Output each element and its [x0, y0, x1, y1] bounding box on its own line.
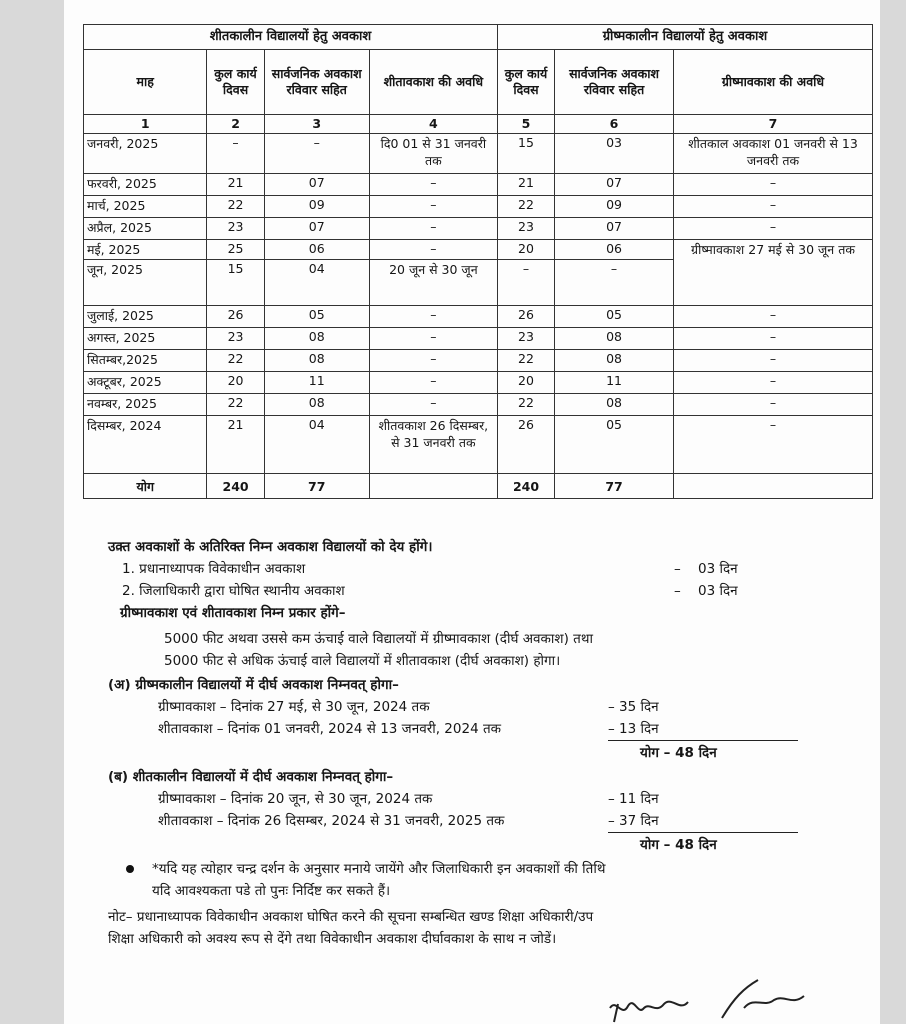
cell-public-holidays-winter: 06 — [264, 240, 369, 260]
cell-summer-vacation-period: शीतकाल अवकाश 01 जनवरी से 13 जनवरी तक — [673, 134, 872, 174]
cell-month: अगस्त, 2025 — [84, 328, 207, 350]
cell-public-holidays-winter: 07 — [264, 218, 369, 240]
header-month: माह — [84, 50, 207, 115]
cell-working-days-winter: 15 — [207, 260, 264, 306]
cell-public-holidays-summer: 03 — [555, 134, 674, 174]
cell-winter-vacation-period: – — [369, 372, 497, 394]
header-public-holidays-winter: सार्वजनिक अवकाश रविवार सहित — [264, 50, 369, 115]
cell-working-days-winter: – — [207, 134, 264, 174]
cell-working-days-winter: 22 — [207, 350, 264, 372]
cell-summer-vacation-period: – — [673, 416, 872, 474]
cell-summer-vacation-period: – — [673, 350, 872, 372]
section-b-total-row — [108, 832, 808, 856]
paragraph-line-2: 5000 फीट से अधिक ऊंचाई वाले विद्यालयों में शीतावकाश (दीर्घ अवकाश) होगा। — [164, 653, 561, 669]
cell-working-days-winter: 22 — [207, 394, 264, 416]
cell-public-holidays-winter: 04 — [264, 416, 369, 474]
cell-working-days-winter: 25 — [207, 240, 264, 260]
item-2-value: 03 दिन — [698, 583, 738, 599]
col-number: 3 — [264, 115, 369, 134]
cell-working-days-summer: 20 — [497, 240, 554, 260]
cell-working-days-summer: 15 — [497, 134, 554, 174]
cell-working-days-winter: 21 — [207, 416, 264, 474]
note-line-2: शिक्षा अधिकारी को अवश्य रूप से देंगे तथा विवेकाधीन अवकाश दीर्घावकाश के साथ न जोडें। — [108, 931, 557, 947]
total-empty — [369, 474, 497, 499]
note-line-1: नोट– प्रधानाध्यापक विवेकाधीन अवकाश घोषित करने की सूचना सम्बन्धित खण्ड शिक्षा अधिकारी/उप — [108, 909, 594, 925]
cell-public-holidays-summer: – — [555, 260, 674, 306]
cell-summer-vacation-period: – — [673, 174, 872, 196]
cell-winter-vacation-period: – — [369, 350, 497, 372]
cell-working-days-winter: 23 — [207, 218, 264, 240]
cell-working-days-summer: 23 — [497, 218, 554, 240]
total-empty — [673, 474, 872, 499]
table-row — [84, 328, 873, 350]
header-working-days-summer: कुल कार्य दिवस — [497, 50, 554, 115]
column-number-row — [84, 115, 873, 134]
cell-winter-vacation-period: – — [369, 328, 497, 350]
holiday-calendar-table — [83, 24, 873, 499]
cell-working-days-summer: 22 — [497, 350, 554, 372]
bullet-line-2: यदि आवश्यकता पडे तो पुनः निर्दिष्ट कर सकते हैं। — [152, 883, 391, 899]
section-b-sum-line — [608, 832, 798, 833]
cell-public-holidays-summer: 07 — [555, 218, 674, 240]
section-a-line-1 — [158, 696, 808, 718]
section-a-line-2-value: – 13 दिन — [608, 721, 659, 737]
section-a-line-2 — [158, 718, 808, 740]
col-number: 4 — [369, 115, 497, 134]
header-public-holidays-summer: सार्वजनिक अवकाश रविवार सहित — [555, 50, 674, 115]
total-working-days-winter: 240 — [207, 474, 264, 499]
section-b-line-1-value: – 11 दिन — [608, 791, 659, 807]
cell-winter-vacation-period: – — [369, 174, 497, 196]
cell-winter-vacation-period: शीतवकाश 26 दिसम्बर, से 31 जनवरी तक — [369, 416, 497, 474]
total-public-holidays-winter: 77 — [264, 474, 369, 499]
cell-public-holidays-summer: 05 — [555, 416, 674, 474]
table-body — [84, 134, 873, 474]
cell-month: जनवरी, 2025 — [84, 134, 207, 174]
cell-month: जून, 2025 — [84, 260, 207, 306]
cell-working-days-summer: 22 — [497, 196, 554, 218]
col-number: 2 — [207, 115, 264, 134]
paragraph-line-1: 5000 फीट अथवा उससे कम ऊंचाई वाले विद्यालयों में ग्रीष्मावकाश (दीर्घ अवकाश) तथा — [164, 631, 593, 647]
cell-month: सितम्बर,2025 — [84, 350, 207, 372]
cell-month: दिसम्बर, 2024 — [84, 416, 207, 474]
section-b-line-2 — [158, 810, 808, 832]
table-row — [84, 134, 873, 174]
section-a-total-row — [108, 740, 808, 764]
section-a-sum-line — [608, 740, 798, 741]
cell-working-days-winter: 26 — [207, 306, 264, 328]
section-b-line-1-text: ग्रीष्मावकाश – दिनांक 20 जून, से 30 जून, 2024 तक — [158, 791, 433, 807]
section-b-line-1 — [158, 788, 808, 810]
cell-working-days-winter: 22 — [207, 196, 264, 218]
cell-month: जुलाई, 2025 — [84, 306, 207, 328]
group-header-row — [84, 25, 873, 50]
cell-winter-vacation-period: दि0 01 से 31 जनवरी तक — [369, 134, 497, 174]
item-1-value: 03 दिन — [698, 561, 738, 577]
cell-month: मई, 2025 — [84, 240, 207, 260]
item-2-dash: – — [674, 583, 681, 599]
cell-summer-vacation-period: – — [673, 394, 872, 416]
cell-public-holidays-summer: 07 — [555, 174, 674, 196]
table-row — [84, 218, 873, 240]
cell-winter-vacation-period: – — [369, 218, 497, 240]
cell-working-days-summer: – — [497, 260, 554, 306]
bullet-line-1: *यदि यह त्योहार चन्द्र दर्शन के अनुसार मनाये जायेंगे और जिलाधिकारी इन अवकाशों की तिथि — [152, 861, 606, 877]
cell-summer-vacation-period: – — [673, 372, 872, 394]
calendar-table — [83, 24, 873, 499]
cell-working-days-summer: 26 — [497, 416, 554, 474]
notes-section — [108, 536, 808, 950]
cell-public-holidays-summer: 08 — [555, 394, 674, 416]
total-row — [84, 474, 873, 499]
section-a-heading: (अ) ग्रीष्मकालीन विद्यालयों में दीर्घ अवकाश निम्नवत् होगा– — [108, 677, 399, 693]
cell-month: अप्रैल, 2025 — [84, 218, 207, 240]
cell-public-holidays-summer: 11 — [555, 372, 674, 394]
cell-working-days-summer: 22 — [497, 394, 554, 416]
header-winter-vacation-period: शीतावकाश की अवधि — [369, 50, 497, 115]
cell-working-days-summer: 20 — [497, 372, 554, 394]
cell-winter-vacation-period: – — [369, 394, 497, 416]
total-public-holidays-summer: 77 — [555, 474, 674, 499]
table-row — [84, 174, 873, 196]
document-page — [64, 0, 880, 1024]
bullet-note — [126, 858, 808, 880]
table-row — [84, 240, 873, 260]
winter-schools-header: शीतकालीन विद्यालयों हेतु अवकाश — [84, 25, 498, 50]
cell-public-holidays-winter: 04 — [264, 260, 369, 306]
item-1-dash: – — [674, 561, 681, 577]
cell-public-holidays-winter: 11 — [264, 372, 369, 394]
cell-public-holidays-summer: 09 — [555, 196, 674, 218]
cell-working-days-summer: 26 — [497, 306, 554, 328]
cell-month: अक्टूबर, 2025 — [84, 372, 207, 394]
cell-public-holidays-winter: 07 — [264, 174, 369, 196]
cell-public-holidays-winter: 09 — [264, 196, 369, 218]
cell-working-days-winter: 21 — [207, 174, 264, 196]
cell-public-holidays-winter: 05 — [264, 306, 369, 328]
bullet-icon — [126, 865, 134, 873]
cell-summer-vacation-period: – — [673, 196, 872, 218]
cell-working-days-winter: 23 — [207, 328, 264, 350]
cell-summer-vacation-period: – — [673, 218, 872, 240]
header-working-days-winter: कुल कार्य दिवस — [207, 50, 264, 115]
cell-public-holidays-winter: 08 — [264, 394, 369, 416]
col-number: 6 — [555, 115, 674, 134]
section-b-heading: (ब) शीतकालीन विद्यालयों में दीर्घ अवकाश निम्नवत् होगा– — [108, 769, 394, 785]
table-row — [84, 306, 873, 328]
col-number: 5 — [497, 115, 554, 134]
cell-public-holidays-summer: 06 — [555, 240, 674, 260]
cell-public-holidays-summer: 08 — [555, 350, 674, 372]
cell-summer-vacation-period: – — [673, 306, 872, 328]
header-summer-vacation-period: ग्रीष्मावकाश की अवधि — [673, 50, 872, 115]
cell-public-holidays-winter: 08 — [264, 328, 369, 350]
cell-winter-vacation-period: – — [369, 196, 497, 218]
section-a-line-1-text: ग्रीष्मावकाश – दिनांक 27 मई, से 30 जून, 2024 तक — [158, 699, 430, 715]
cell-summer-vacation-period: – — [673, 328, 872, 350]
cell-public-holidays-winter: – — [264, 134, 369, 174]
cell-winter-vacation-period: 20 जून से 30 जून — [369, 260, 497, 306]
section-b-line-2-text: शीतावकाश – दिनांक 26 दिसम्बर, 2024 से 31 जनवरी, 2025 तक — [158, 813, 505, 829]
cell-winter-vacation-period: – — [369, 306, 497, 328]
item-1-label: 1. प्रधानाध्यापक विवेकाधीन अवकाश — [122, 561, 306, 577]
table-row — [84, 372, 873, 394]
cell-month: मार्च, 2025 — [84, 196, 207, 218]
cell-month: फरवरी, 2025 — [84, 174, 207, 196]
item-2 — [122, 580, 808, 602]
table-row — [84, 394, 873, 416]
cell-public-holidays-summer: 05 — [555, 306, 674, 328]
cell-working-days-winter: 20 — [207, 372, 264, 394]
cell-summer-vacation-period: ग्रीष्मावकाश 27 मई से 30 जून तक — [673, 240, 872, 306]
summer-schools-header: ग्रीष्मकालीन विद्यालयों हेतु अवकाश — [497, 25, 872, 50]
section-a-line-1-value: – 35 दिन — [608, 699, 659, 715]
cell-working-days-summer: 21 — [497, 174, 554, 196]
col-number: 7 — [673, 115, 872, 134]
table-row — [84, 416, 873, 474]
column-header-row — [84, 50, 873, 115]
cell-working-days-summer: 23 — [497, 328, 554, 350]
table-row — [84, 350, 873, 372]
cell-month: नवम्बर, 2025 — [84, 394, 207, 416]
cell-winter-vacation-period: – — [369, 240, 497, 260]
signature-2-image — [714, 968, 824, 1024]
section-b-total: योग – 48 दिन — [640, 837, 717, 853]
item-2-label: 2. जिलाधिकारी द्वारा घोषित स्थानीय अवकाश — [122, 583, 345, 599]
section-b-line-2-value: – 37 दिन — [608, 813, 659, 829]
cell-public-holidays-winter: 08 — [264, 350, 369, 372]
col-number: 1 — [84, 115, 207, 134]
item-1 — [122, 558, 808, 580]
vacation-heading: ग्रीष्मावकाश एवं शीतावकाश निम्न प्रकार होंगे– — [120, 605, 346, 621]
notes-intro: उक्त अवकाशों के अतिरिक्त निम्न अवकाश विद्यालयों को देय होंगे। — [108, 539, 433, 555]
cell-public-holidays-summer: 08 — [555, 328, 674, 350]
section-a-line-2-text: शीतावकाश – दिनांक 01 जनवरी, 2024 से 13 जनवरी, 2024 तक — [158, 721, 502, 737]
total-working-days-summer: 240 — [497, 474, 554, 499]
total-label: योग — [84, 474, 207, 499]
section-a-total: योग – 48 दिन — [640, 745, 717, 761]
table-row — [84, 196, 873, 218]
signature-1-image — [604, 968, 724, 1024]
